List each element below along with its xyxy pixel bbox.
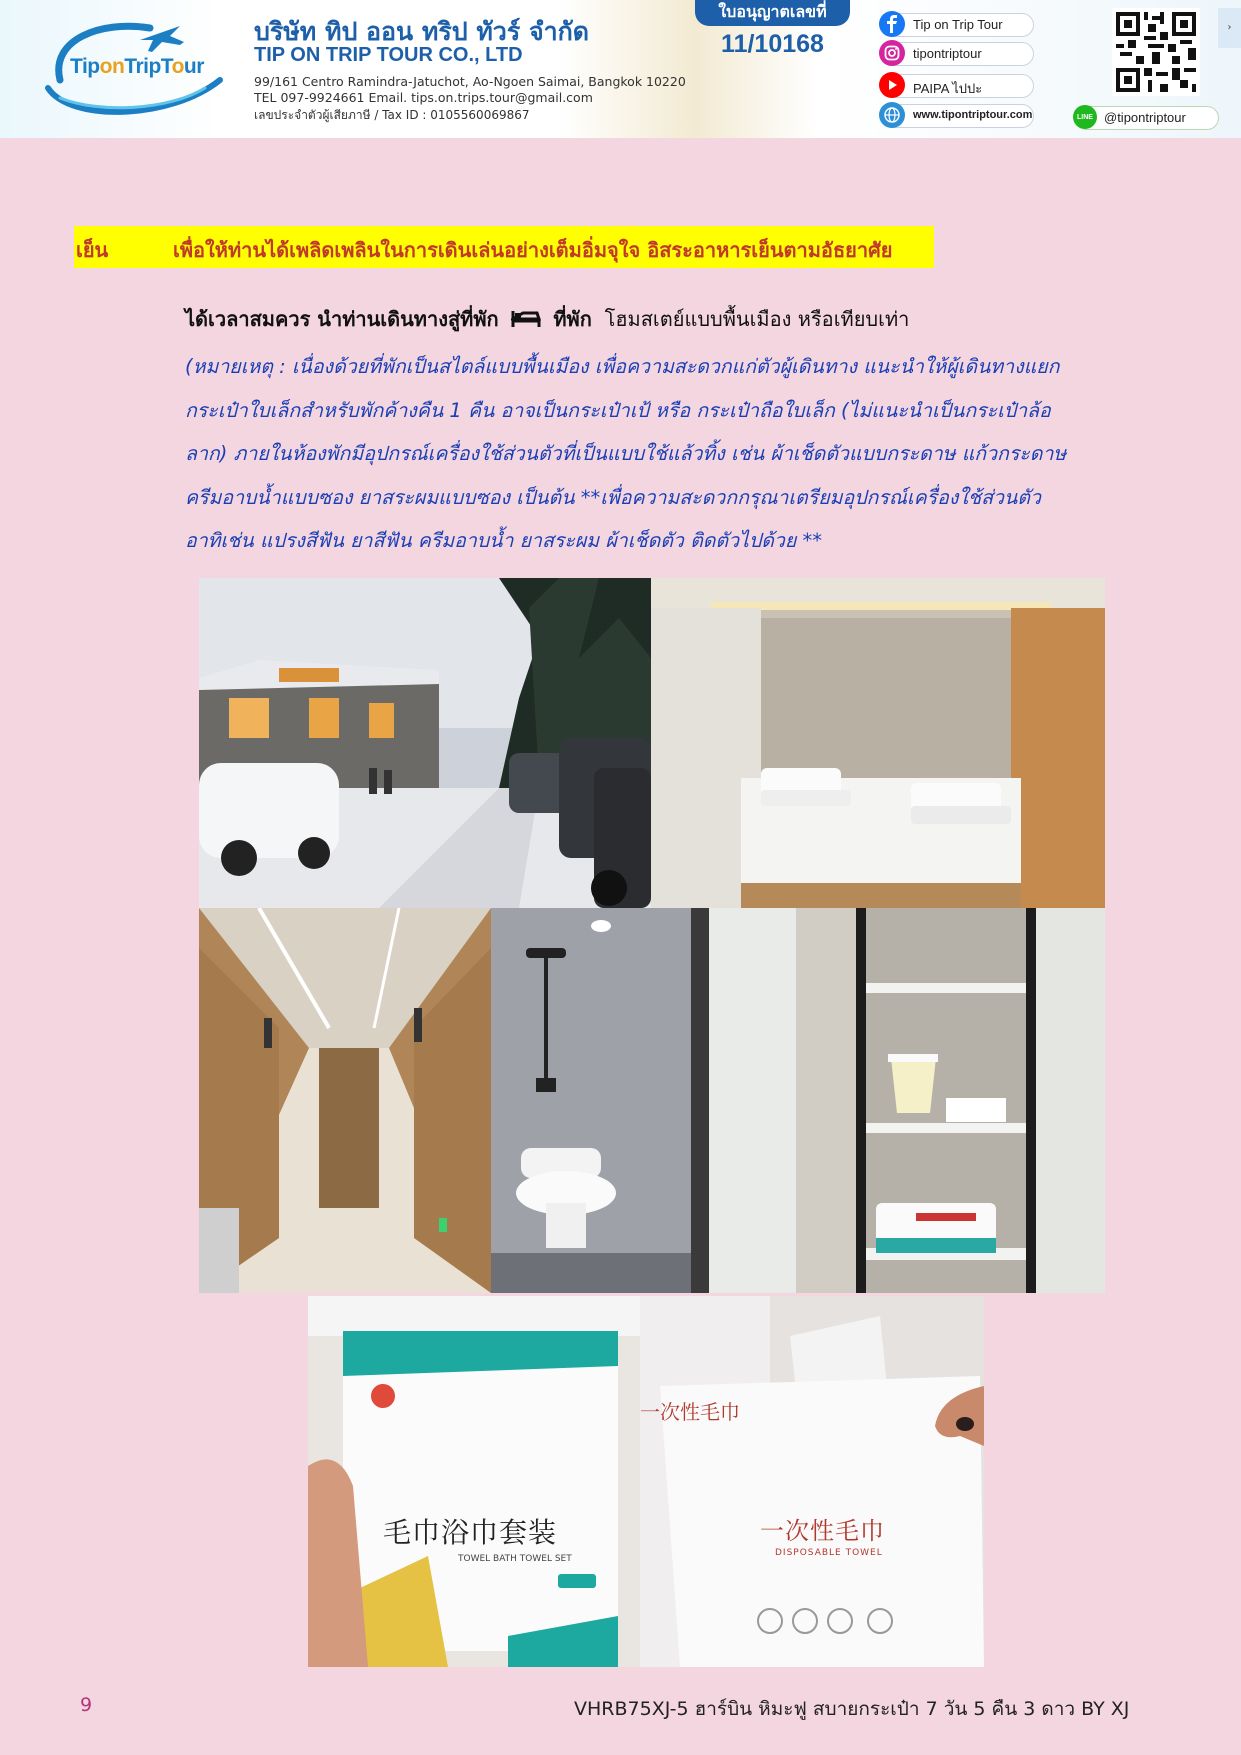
license-label: ใบอนุญาตเลขที่ (695, 0, 850, 26)
license-number: 11/10168 (721, 30, 824, 58)
instagram-label: tipontriptour (913, 46, 982, 61)
disposable-towel-chinese-text: 一次性毛巾 (760, 1517, 885, 1545)
company-logo[interactable] (40, 10, 228, 120)
globe-icon (879, 102, 905, 128)
note-line: (หมายเหตุ : เนื่องด้วยที่พักเป็นสไตล์แบบพื้นเมือง เพื่อความสะดวกแก่ตัวผู้เดินทาง แนะนำให้ผู้เดินทางแยก (185, 355, 1060, 378)
photo-disposable-towel (640, 1296, 984, 1667)
facebook-icon (879, 11, 905, 37)
youtube-icon (879, 72, 905, 98)
website-link[interactable] (880, 104, 1034, 128)
note-line: ครีมอาบน้ำแบบซอง ยาสระผมแบบซอง เป็นต้น **เพื่อความสะดวกกรุณาเตรียมอุปกรณ์เครื่องใช้ส่วนตัว (185, 485, 1041, 509)
line-app-icon: LINE (1073, 105, 1097, 129)
company-address: 99/161 Centro Ramindra-Jatuchot, Ao-Ngoen Saimai, Bangkok 10220 (254, 74, 686, 89)
company-tax-id: เลขประจำตัวผู้เสียภาษี / Tax ID : 0105560069867 (254, 108, 530, 122)
accommodation-lead: ได้เวลาสมควร นำท่านเดินทางสู่ที่พัก (185, 307, 499, 331)
dinner-highlight (74, 226, 934, 268)
accommodation-note (185, 345, 1170, 563)
photo-bathroom (491, 908, 796, 1293)
instagram-link[interactable] (880, 42, 1034, 66)
letterhead (0, 0, 1241, 138)
line-label: @tipontriptour (1104, 110, 1186, 125)
company-contact[interactable]: TEL 097-9924661 Email. tips.on.trips.tour@gmail.com (254, 90, 593, 105)
photo-hallway (199, 908, 491, 1293)
accommodation-type: โฮมสเตย์แบบพื้นเมือง หรือเทียบเท่า (604, 307, 910, 331)
tour-code-footer: VHRB75XJ-5 ฮาร์บิน หิมะฟู สบายกระเป๋า 7 วัน 5 คืน 3 ดาว BY XJ (574, 1698, 1130, 1720)
bed-icon (511, 307, 541, 334)
company-name-thai: บริษัท ทิป ออน ทริป ทัวร์ จำกัด (254, 17, 590, 46)
photo-shelf-amenities (796, 908, 1105, 1293)
accommodation-line (185, 303, 909, 335)
logo-wordmark: TiponTripTour (70, 55, 204, 78)
meal-label: เย็น (76, 238, 109, 262)
photo-bedroom (651, 578, 1105, 908)
disposable-towel-english-text: DISPOSABLE TOWEL (775, 1548, 883, 1558)
accommodation-label: ที่พัก (553, 307, 592, 331)
towel-set-english-text: TOWEL BATH TOWEL SET (458, 1554, 572, 1564)
website-label: www.tipontriptour.com (913, 109, 1033, 121)
facebook-link[interactable] (880, 13, 1034, 37)
youtube-label: PAIPA ไปปะ (913, 81, 983, 96)
youtube-link[interactable] (880, 74, 1034, 98)
instagram-icon (879, 40, 905, 66)
note-line: อาทิเช่น แปรงสีฟัน ยาสีฟัน ครีมอาบน้ำ ยาสระผม ผ้าเช็ดตัว ติดตัวไปด้วย ** (185, 529, 822, 552)
photo-towel-bath-set (308, 1296, 640, 1667)
qr-code-icon[interactable] (1112, 8, 1200, 96)
note-line: กระเป๋าใบเล็กสำหรับพักค้างคืน 1 คืน อาจเป็นกระเป๋าเป้ หรือ กระเป๋าถือใบเล็ก (ไม่แนะนำเป็นกระเป๋าล้อ (185, 398, 1051, 422)
disposable-towel-chinese-text-top: 一次性毛巾 (640, 1400, 740, 1424)
page-number: 9 (80, 1694, 93, 1716)
line-link[interactable] (1075, 106, 1219, 130)
company-name-english: TIP ON TRIP TOUR CO., LTD (254, 44, 523, 66)
note-line: ลาก) ภายในห้องพักมีอุปกรณ์เครื่องใช้ส่วนตัวที่เป็นแบบใช้แล้วทิ้ง เช่น ผ้าเช็ดตัวแบบกระดาษ แก้วกระดาษ (185, 442, 1067, 465)
towel-set-chinese-text: 毛巾浴巾套装 (383, 1516, 558, 1549)
facebook-label: Tip on Trip Tour (913, 17, 1003, 32)
page-corner-tab: › (1218, 8, 1241, 48)
photo-snowy-village-street (199, 578, 651, 908)
meal-description: เพื่อให้ท่านได้เพลิดเพลินในการเดินเล่นอย่างเต็มอิ่มจุใจ อิสระอาหารเย็นตามอัธยาศัย (173, 238, 893, 262)
